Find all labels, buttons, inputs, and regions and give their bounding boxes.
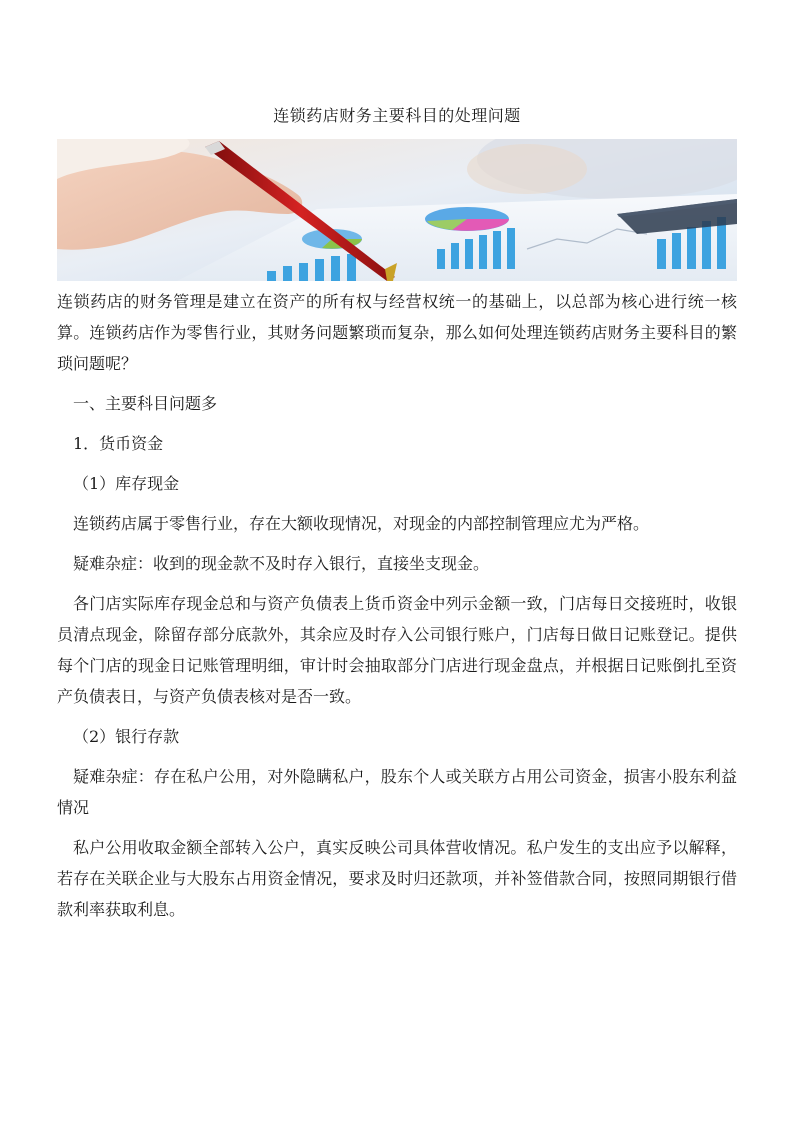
finance-illustration <box>57 139 737 281</box>
paragraph: 各门店实际库存现金总和与资产负债表上货币资金中列示金额一致，门店每日交接班时，收银员清点现金，除留存部分底款外，其余应及时存入公司银行账户，门店每日做日记账登记。提供每个门店的现金日记账管理明细，审计时会抽取部分门店进行现金盘点，并根据日记账倒扎至资产负债表日，与资产负债表核对是否一致。 <box>57 594 737 706</box>
document-title: 连锁药店财务主要科目的处理问题 <box>273 106 521 125</box>
section-heading: 一、主要科目问题多 <box>73 394 218 413</box>
banner-image <box>57 139 737 281</box>
subsection-heading: 1．货币资金 <box>73 434 164 453</box>
article-body <box>57 286 737 925</box>
paragraph: 私户公用收取金额全部转入公户，真实反映公司具体营收情况。私户发生的支出应予以解释，若存在关联企业与大股东占用资金情况，要求及时归还款项，并补签借款合同，按照同期银行借款利率获取利息。 <box>57 838 737 919</box>
item-heading: （2）银行存款 <box>73 727 180 746</box>
paragraph: 疑难杂症：收到的现金款不及时存入银行，直接坐支现金。 <box>73 554 490 573</box>
item-heading: （1）库存现金 <box>73 474 180 493</box>
intro-paragraph: 连锁药店的财务管理是建立在资产的所有权与经营权统一的基础上，以总部为核心进行统一核算。连锁药店作为零售行业，其财务问题繁琐而复杂，那么如何处理连锁药店财务主要科目的繁琐问题呢？ <box>57 292 737 373</box>
paragraph: 疑难杂症：存在私户公用，对外隐瞒私户，股东个人或关联方占用公司资金，损害小股东利益情况 <box>57 767 737 817</box>
paragraph: 连锁药店属于零售行业，存在大额收现情况，对现金的内部控制管理应尤为严格。 <box>73 514 650 533</box>
